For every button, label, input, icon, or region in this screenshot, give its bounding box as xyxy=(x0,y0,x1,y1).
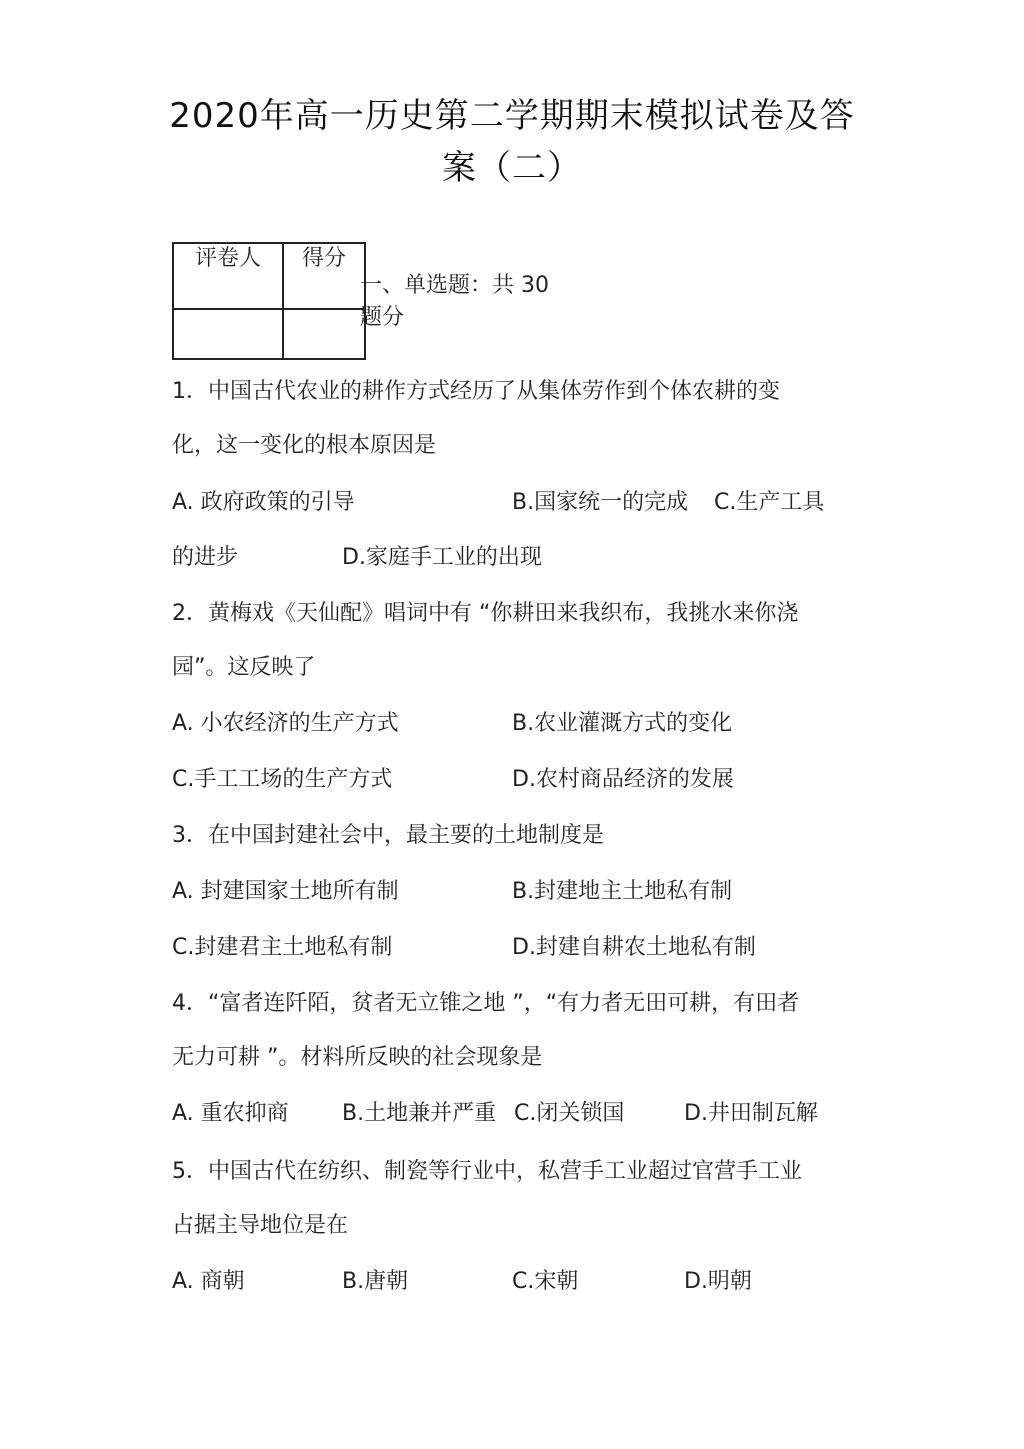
question-5-option-d: D.明朝 xyxy=(684,1269,752,1294)
question-3-option-a: A. 封建国家土地所有制 xyxy=(172,879,399,904)
question-5-option-a: A. 商朝 xyxy=(172,1269,245,1294)
score-table xyxy=(172,242,366,360)
question-2-stem-line-2: 园”。这反映了 xyxy=(172,655,316,680)
question-2-option-a: A. 小农经济的生产方式 xyxy=(172,711,399,736)
document-title-line-1: 2020年高一历史第二学期期末模拟试卷及答 xyxy=(169,96,855,136)
question-4-option-a: A. 重农抑商 xyxy=(172,1101,289,1126)
question-3-stem-line-1: 3．在中国封建社会中，最主要的土地制度是 xyxy=(172,823,604,848)
section-heading-line-1: 一、单选题：共 30 xyxy=(360,273,549,298)
question-4-option-d: D.井田制瓦解 xyxy=(684,1101,818,1126)
section-heading-line-2: 题分 xyxy=(360,305,405,330)
question-1-option-b: B.国家统一的完成 xyxy=(512,490,689,515)
question-5-option-c: C.宋朝 xyxy=(512,1269,579,1294)
score-table-grader-cell xyxy=(173,309,283,359)
question-1-stem-line-2: 化，这一变化的根本原因是 xyxy=(172,433,437,458)
question-5-option-b: B.唐朝 xyxy=(342,1269,409,1294)
question-1-stem-line-1: 1．中国古代农业的耕作方式经历了从集体劳作到个体农耕的变 xyxy=(172,379,780,404)
score-table-header-grader: 评卷人 xyxy=(173,243,283,309)
section-heading xyxy=(360,270,570,334)
document-title-line-2: 案（二） xyxy=(442,148,582,188)
question-1-option-c: C.生产工具 xyxy=(714,490,825,515)
question-4-stem-line-2: 无力可耕 ”。材料所反映的社会现象是 xyxy=(172,1045,543,1070)
question-5-stem-line-1: 5．中国古代在纺织、制瓷等行业中，私营手工业超过官营手工业 xyxy=(172,1159,802,1184)
question-1-option-d: D.家庭手工业的出现 xyxy=(342,545,542,570)
question-4-option-c: C.闭关锁国 xyxy=(514,1101,625,1126)
question-2-option-d: D.农村商品经济的发展 xyxy=(512,767,734,792)
score-table-score-cell xyxy=(283,309,365,359)
question-4-option-b: B.土地兼并严重 xyxy=(342,1101,497,1126)
question-3-option-c: C.封建君主土地私有制 xyxy=(172,935,393,960)
question-5-stem-line-2: 占据主导地位是在 xyxy=(172,1213,349,1238)
question-1-option-c-continued: 的进步 xyxy=(172,545,239,570)
question-4-stem-line-1: 4．“富者连阡陌，贫者无立锥之地 ”，“有力者无田可耕，有田者 xyxy=(172,991,800,1016)
question-2-option-b: B.农业灌溉方式的变化 xyxy=(512,711,733,736)
question-2-stem-line-1: 2．黄梅戏《天仙配》唱词中有 “你耕田来我织布，我挑水来你浇 xyxy=(172,601,799,626)
question-3-option-b: B.封建地主土地私有制 xyxy=(512,879,733,904)
question-3-option-d: D.封建自耕农土地私有制 xyxy=(512,935,756,960)
question-2-option-c: C.手工工场的生产方式 xyxy=(172,767,393,792)
score-table-header-score: 得分 xyxy=(283,243,365,309)
question-1-option-a: A. 政府政策的引导 xyxy=(172,490,355,515)
